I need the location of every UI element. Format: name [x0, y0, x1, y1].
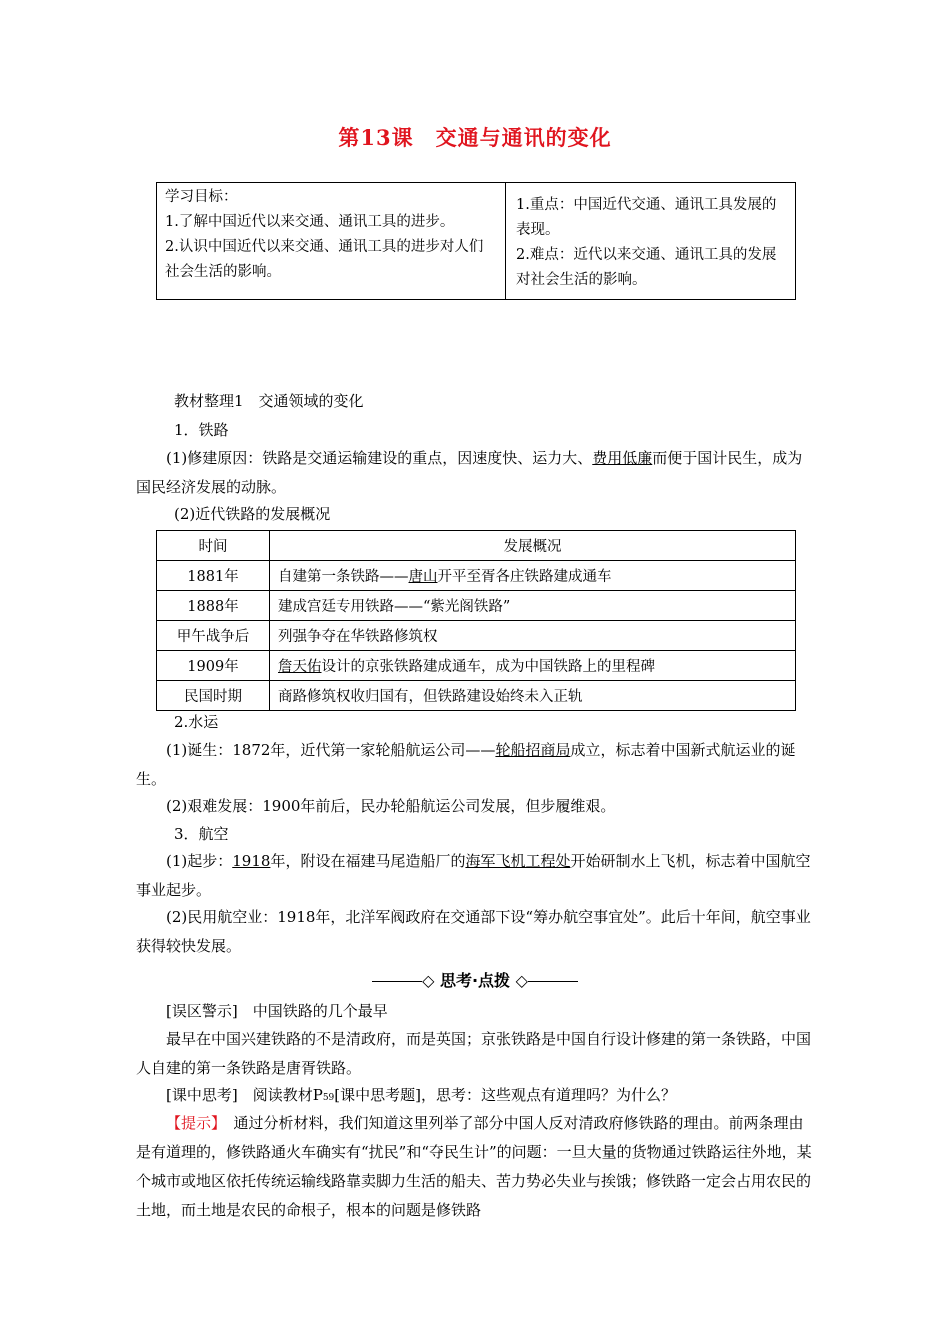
row-time: 民国时期 [157, 681, 270, 711]
table-row [157, 651, 796, 681]
railway-heading: 1．铁路 [174, 421, 229, 439]
row-time: 甲午战争后 [157, 621, 270, 651]
section-heading: 教材整理1 交通领域的变化 [174, 392, 364, 410]
water-heading: 2.水运 [174, 713, 219, 731]
goals-table [156, 182, 796, 300]
difficult-point: 2.难点：近代以来交通、通讯工具的发展对社会生活的影响。 [516, 247, 777, 288]
row-desc: 自建第一条铁路——唐山开平至胥各庄铁路建成通车 [270, 561, 796, 591]
think-divider: ◇ 思考·点拨 ◇ [0, 968, 950, 991]
table-row [157, 561, 796, 591]
railway-overview-heading: (2)近代铁路的发展概况 [174, 505, 331, 523]
hint-text: 【提示】 通过分析材料，我们知道这里列举了部分中国人反对清政府修铁路的理由。前两条理由是有道理的，修铁路通火车确实有“扰民”和“夺民生计”的问题：一旦大量的货物通过铁路运往外地，某个城市或地区依托传统运输线路靠卖脚力生活的船夫、苦力势必失业与挨饿；修铁路一定会占用农民的土地，而土地是农民的命根子，根本的问题是修铁路 [136, 1114, 812, 1219]
row-desc: 列强争夺在华铁路修筑权 [270, 621, 796, 651]
table-row [157, 591, 796, 621]
column-header: 发展概况 [270, 531, 796, 561]
hint-label: 【提示】 [166, 1114, 219, 1132]
think-question: [课中思考] 阅读教材P59[课中思考题]，思考：这些观点有道理吗？为什么？ [166, 1086, 676, 1104]
column-header: 时间 [157, 531, 270, 561]
goal-item: 2.认识中国近代以来交通、通讯工具的进步对人们社会生活的影响。 [165, 239, 484, 280]
row-time: 1909年 [157, 651, 270, 681]
air-p2: (2)民用航空业：1918年，北洋军阀政府在交通部下设“筹办航空事宜处”。此后十年间，航空事业获得较快发展。 [136, 908, 811, 955]
row-desc: 詹天佑设计的京张铁路建成通车，成为中国铁路上的里程碑 [270, 651, 796, 681]
air-p1: (1)起步：1918年，附设在福建马尾造船厂的海军飞机工程处开始研制水上飞机，标志着中国航空事业起步。 [136, 852, 811, 899]
row-desc: 建成宫廷专用铁路——“紫光阁铁路” [270, 591, 796, 621]
air-heading: 3．航空 [174, 825, 229, 843]
key-point: 1.重点：中国近代交通、通讯工具发展的表现。 [516, 197, 777, 238]
row-time: 1888年 [157, 591, 270, 621]
row-desc: 商路修筑权收归国有，但铁路建设始终未入正轨 [270, 681, 796, 711]
railway-table [156, 530, 796, 711]
water-p1: (1)诞生：1872年，近代第一家轮船航运公司——轮船招商局成立，标志着中国新式航运业的诞生。 [136, 741, 796, 788]
table-row [157, 681, 796, 711]
railway-reason: (1)修建原因：铁路是交通运输建设的重点，因速度快、运力大、费用低廉而便于国计民生，成为国民经济发展的动脉。 [136, 449, 803, 496]
misconception-heading: [误区警示] 中国铁路的几个最早 [166, 1002, 388, 1020]
table-row [157, 621, 796, 651]
misconception-text: 最早在中国兴建铁路的不是清政府，而是英国；京张铁路是中国自行设计修建的第一条铁路，中国人自建的第一条铁路是唐胥铁路。 [136, 1030, 812, 1077]
key-points-cell [506, 183, 796, 300]
goals-label: 学习目标： [165, 189, 238, 205]
row-time: 1881年 [157, 561, 270, 591]
goal-item: 1.了解中国近代以来交通、通讯工具的进步。 [165, 214, 455, 230]
water-p2: (2)艰难发展：1900年前后，民办轮船航运公司发展，但步履维艰。 [166, 797, 616, 815]
learning-goals-cell [157, 183, 506, 300]
page-title: 第13课 交通与通讯的变化 [338, 125, 612, 150]
